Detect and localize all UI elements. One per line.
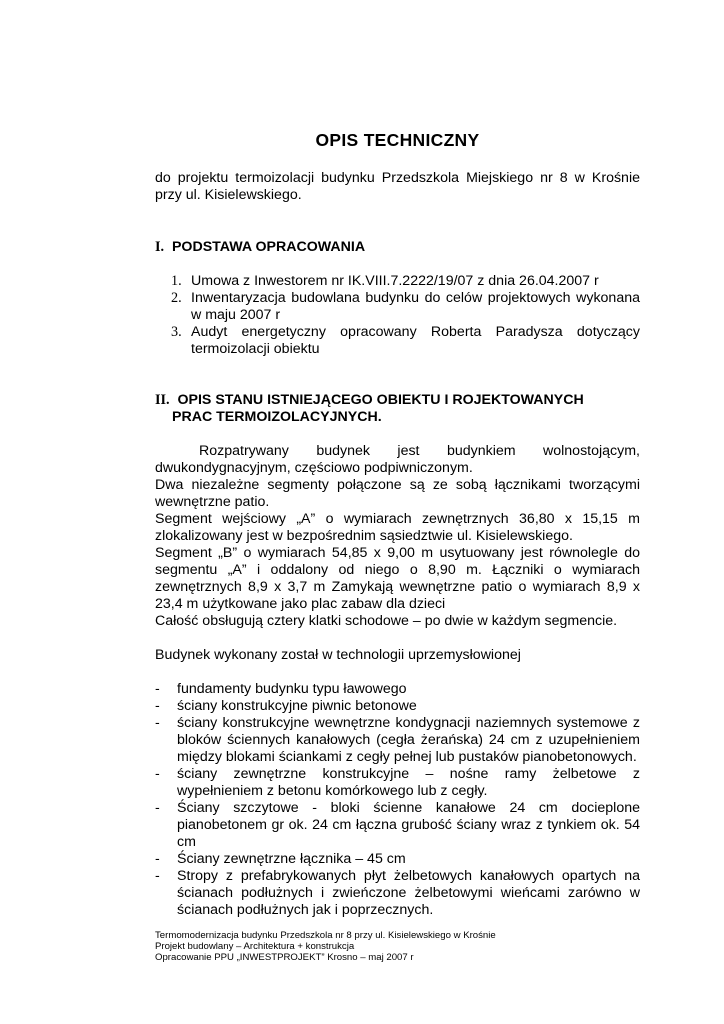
section2-list [155, 681, 640, 919]
list-item: 2. Inwentaryzacja budowlana budynku do celów projektowych wykonana w maju 2007 r [171, 290, 640, 323]
section1-list [155, 273, 640, 358]
paragraph: Rozpatrywany budynek jest budynkiem wolnostojącym, dwukondygnacyjnym, częściowo podpiwniczonym. [155, 443, 640, 476]
list-item: - Ściany szczytowe - bloki ścienne kanałowe 24 cm docieplone pianobetonem gr ok. 24 cm łączna grubość ściany wraz z tynkiem ok. 54 cm [155, 800, 640, 850]
footer-line2: Projekt budowlany – Architektura + konstrukcja [155, 941, 355, 952]
paragraph: Dwa niezależne segmenty połączone są ze sobą łącznikami tworzącymi wewnętrzne patio. [155, 477, 640, 510]
paragraph: Segment „B” o wymiarach 54,85 x 9,00 m usytuowany jest równolegle do segmentu „A” i oddalony od niego o 8,90 m. Łączniki o wymiarach zewnętrznych 8,9 x 3,7 m Zamykają wewnętrzne patio o wymiarach 8,9 x 23,4 m użytkowane jako plac zabaw dla dzieci [155, 545, 640, 612]
list-item: - Ściany zewnętrzne łącznika – 45 cm [155, 851, 406, 867]
list-item: 3. Audyt energetyczny opracowany Roberta Paradysza dotyczący termoizolacji obiektu [171, 324, 640, 357]
section1-roman: I. [155, 239, 165, 255]
list-item: - Stropy z prefabrykowanych płyt żelbetowych kanałowych opartych na ścianach podłużnych i zwieńczone żelbetowymi wieńcami zarówno w ścianach podłużnych jak i poprzecznych. [155, 868, 640, 918]
paragraph: Budynek wykonany został w technologii uprzemysłowionej [155, 647, 521, 663]
section2-title-line2: PRAC TERMOIZOLACYJNYCH. [172, 409, 382, 425]
section1-heading [155, 239, 640, 256]
list-item: - ściany zewnętrzne konstrukcyjne – nośne ramy żelbetowe z wypełnieniem z betonu komórkowego lub z cegły. [155, 766, 640, 799]
page-footer [155, 930, 640, 963]
document-title: OPIS TECHNICZNY [315, 130, 480, 150]
list-item: - ściany konstrukcyjne wewnętrzne kondygnacji naziemnych systemowe z bloków ściennych kanałowych (cegła żerańska) 24 cm z uzupełnieniem między blokami ściankami z cegły pełnej lub pustaków pianobetonowych. [155, 715, 640, 765]
section1-title: PODSTAWA OPRACOWANIA [171, 239, 366, 255]
paragraph: Całość obsługują cztery klatki schodowe – po dwie w każdym segmencie. [155, 613, 618, 629]
paragraph: Segment wejściowy „A” o wymiarach zewnętrznych 36,80 x 15,15 m zlokalizowany jest w bezpośrednim sąsiedztwie ul. Kisielewskiego. [155, 511, 640, 544]
list-item: - ściany konstrukcyjne piwnic betonowe [155, 698, 417, 714]
section2-title-line1: OPIS STANU ISTNIEJĄCEGO OBIEKTU I ROJEKTOWANYCH [177, 392, 584, 408]
intro-text: do projektu termoizolacji budynku Przedszkola Miejskiego nr 8 w Krośnie przy ul. Kisielewskiego. [155, 170, 640, 203]
footer-line3: Opracowanie PPU „INWESTPROJEKT” Krosno – maj 2007 r [155, 952, 414, 963]
section2-roman: II. [155, 392, 170, 408]
footer-line1: Termomodernizacja budynku Przedszkola nr 8 przy ul. Kisielewskiego w Krośnie [155, 930, 496, 941]
document-body [155, 132, 640, 919]
section2-heading [155, 392, 640, 426]
list-item: 1. Umowa z Inwestorem nr IK.VIII.7.2222/19/07 z dnia 26.04.2007 r [171, 273, 599, 289]
list-item: - fundamenty budynku typu ławowego [155, 681, 407, 697]
